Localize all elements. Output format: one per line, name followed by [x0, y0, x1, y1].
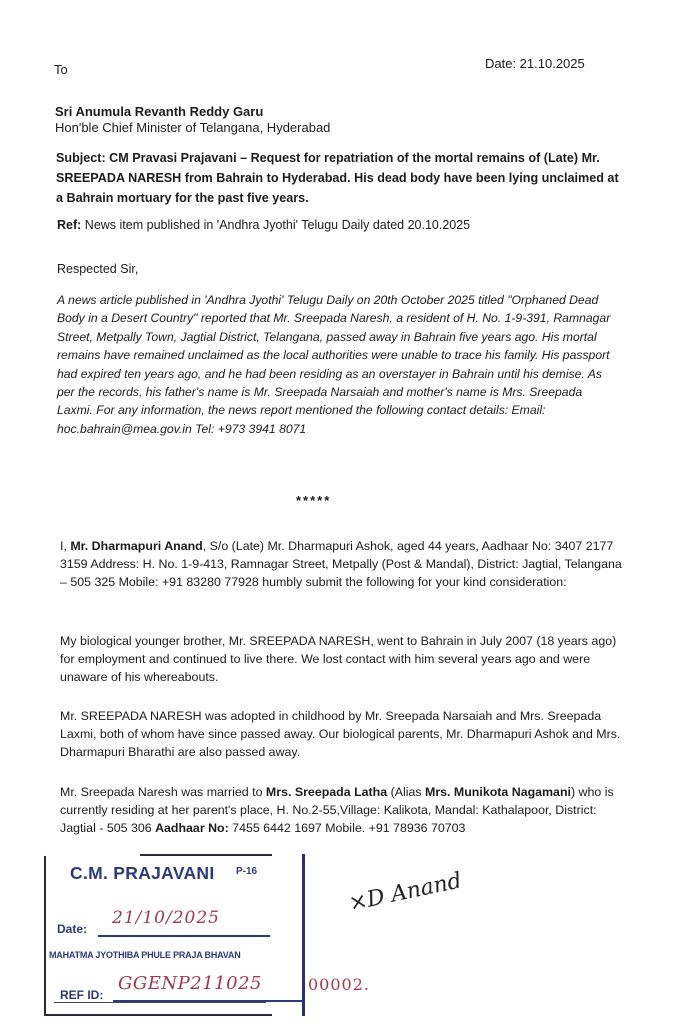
reference-label: Ref: [57, 218, 82, 232]
applicant-name: Mr. Dharmapuri Anand [70, 539, 203, 553]
stamp-office: MAHATMA JYOTHIBA PHULE PRAJA BHAVAN [49, 950, 241, 960]
signature: ×D Anand [346, 868, 464, 917]
applicant-paragraph [60, 537, 625, 592]
spouse-paragraph [60, 783, 625, 838]
spouse-alias-open: (Alias [387, 785, 425, 799]
adoption-paragraph: Mr. SREEPADA NARESH was adopted in childhood by Mr. Sreepada Narsaiah and Mrs. Sreepada Laxmi, both of whom have since passed away. Our biological parents, Mr. Dharmapuri Ashok and Mrs. Dharmapuri Bharathi are also passed away. [60, 709, 621, 760]
stamp-ref-underline [113, 1000, 303, 1002]
letter-date: Date: 21.10.2025 [485, 56, 585, 71]
spouse-address: ) who is currently residing at her parent's place, H. No.2-55,Village: Kalikota, Mandal: Kathalapoor, District: Jagtial - 505 306 [60, 785, 614, 836]
reference-line [57, 218, 470, 232]
addressee-title: Hon'ble Chief Minister of Telangana, Hyderabad [55, 120, 331, 135]
stamp-date-value: 21/10/2025 [112, 908, 220, 928]
stamp-page-code: P-16 [236, 866, 258, 877]
brother-paragraph: My biological younger brother, Mr. SREEPADA NARESH, went to Bahrain in July 2007 (18 years ago) for employment and continued to live there. We lost contact with him several years ago and were unaware of his whereabouts. [60, 634, 617, 685]
stamp-date-underline [98, 935, 270, 937]
applicant-prefix: I, [60, 539, 71, 553]
to-label: To [54, 62, 68, 77]
spouse-aadhaar: 7455 6442 1697 [228, 821, 322, 836]
applicant-details: , S/o (Late) Mr. Dharmapuri Ashok, aged 44 years, Aadhaar No: 3407 2177 3159 Address: H. No. 1-9-413, Ramnagar Street, Metpally (Post & Mandal), District: Jagtial, Telangana – 505 325 Mobile: +91 83280 77928 humbly submit the following for your kind consideration: [60, 539, 622, 590]
stamp-ref-label: REF ID: [60, 988, 104, 1002]
spouse-name: Mrs. Sreepada Latha [265, 785, 388, 799]
spouse-mobile: Mobile. +91 78936 70703 [321, 821, 466, 836]
spouse-intro: Mr. Sreepada Naresh was married to [60, 785, 266, 799]
stamp-inner-border [54, 1002, 266, 1003]
stamp-ref-suffix: 00002. [308, 975, 370, 994]
salutation: Respected Sir, [57, 262, 139, 276]
stamp-date-label: Date: [57, 922, 88, 936]
subject-line: Subject: CM Pravasi Prajavani – Request for repatriation of the mortal remains of (Late) Mr. SREEPADA NARESH from Bahrain to Hyderabad. His dead body have been lying unclaimed at a Bahrain mortuary for the past five years. [56, 151, 619, 205]
reference-text: News item published in 'Andhra Jyothi' Telugu Daily dated 20.10.2025 [84, 218, 471, 232]
stamp-right-border [302, 854, 305, 1016]
addressee-name: Sri Anumula Revanth Reddy Garu [55, 104, 264, 119]
spouse-aadhaar-label: Aadhaar No: [155, 821, 229, 836]
stamp-ref-value: GGENP211025 [118, 973, 262, 994]
stamp-top-border [140, 854, 272, 856]
spouse-alias: Mrs. Munikota Nagamani [425, 785, 571, 799]
stamp-title: C.M. PRAJAVANI [70, 863, 215, 883]
section-separator: ***** [296, 493, 332, 508]
news-paragraph: A news article published in 'Andhra Jyothi' Telugu Daily on 20th October 2025 titled "Orphaned Dead Body in a Desert Country" reported that Mr. Sreepada Naresh, a resident of H. No. 1-9-391, Ramnagar Street, Metpally Town, Jagtial District, Telangana, passed away in Bahrain five years ago. His mortal remains have remained unclaimed as the local authorities were unable to trace his family. His passport had expired ten years ago, and he had been residing as an overstayer in Bahrain until his demise. As per the records, his father's name is Mr. Sreepada Narsaiah and mother's name is Mrs. Sreepada Laxmi. For any information, the news report mentioned the following contact details: Email: hoc.bahrain@mea.gov.in Tel: +973 3941 8071 [57, 293, 611, 436]
